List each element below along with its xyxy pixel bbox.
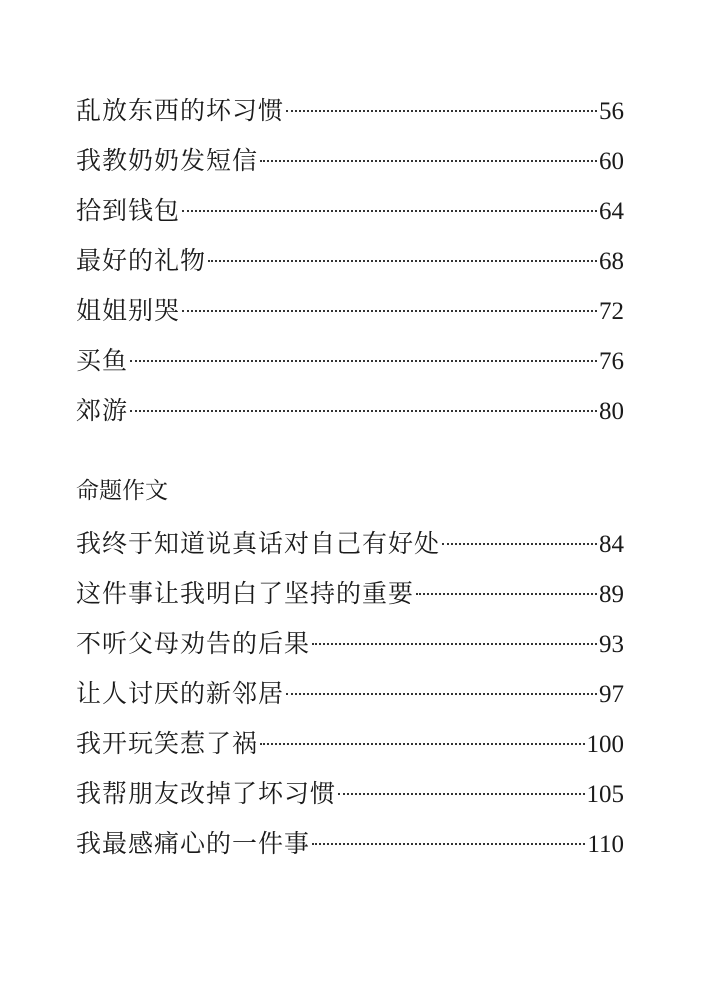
toc-entry[interactable] (76, 91, 624, 141)
toc-entry-page: 105 (586, 781, 624, 808)
dot-leader (130, 360, 597, 362)
dot-leader (130, 410, 597, 412)
toc-entry-page: 68 (599, 248, 624, 275)
toc-entry[interactable] (76, 774, 624, 824)
toc-entry-title: 姐姐别哭 (76, 296, 181, 325)
dot-leader (286, 693, 597, 695)
toc-entry-title: 我帮朋友改掉了坏习惯 (76, 779, 337, 808)
toc-entry-title: 最好的礼物 (76, 246, 207, 275)
dot-leader (208, 260, 597, 262)
dot-leader (182, 310, 597, 312)
toc-entry-page: 80 (599, 398, 624, 425)
toc-entry[interactable] (76, 674, 624, 724)
toc-entry[interactable] (76, 574, 624, 624)
toc-entry-page: 60 (599, 148, 624, 175)
toc-entry-title: 我最感痛心的一件事 (76, 829, 311, 858)
toc-entry-page: 76 (599, 348, 624, 375)
toc-entry[interactable] (76, 291, 624, 341)
toc-entry[interactable] (76, 191, 624, 241)
toc-entry[interactable] (76, 391, 624, 441)
toc-entry-title: 乱放东西的坏习惯 (76, 96, 285, 125)
dot-leader (260, 160, 597, 162)
toc-entry-page: 110 (587, 831, 624, 858)
toc-entry-page: 93 (599, 631, 624, 658)
toc-entry-title: 让人讨厌的新邻居 (76, 679, 285, 708)
toc-entry[interactable] (76, 624, 624, 674)
toc-entry-page: 89 (599, 581, 624, 608)
table-of-contents (76, 91, 624, 874)
toc-entry-title: 我终于知道说真话对自己有好处 (76, 529, 441, 558)
toc-entry-page: 100 (586, 731, 624, 758)
toc-entry-page: 84 (599, 531, 624, 558)
toc-entry[interactable] (76, 141, 624, 191)
dot-leader (286, 110, 597, 112)
toc-entry-page: 97 (599, 681, 624, 708)
dot-leader (338, 793, 584, 795)
toc-entry-title: 郊游 (76, 396, 129, 425)
toc-entry[interactable] (76, 724, 624, 774)
dot-leader (312, 643, 597, 645)
dot-leader (442, 543, 597, 545)
toc-entry-title: 不听父母劝告的后果 (76, 629, 311, 658)
toc-entry-title: 我开玩笑惹了祸 (76, 729, 259, 758)
dot-leader (260, 743, 584, 745)
toc-entry-title: 我教奶奶发短信 (76, 146, 259, 175)
dot-leader (312, 843, 585, 845)
toc-entry[interactable] (76, 241, 624, 291)
dot-leader (182, 210, 597, 212)
toc-entry-title: 买鱼 (76, 346, 129, 375)
toc-entry[interactable] (76, 824, 624, 874)
section-spacer (76, 441, 624, 472)
toc-entry-page: 56 (599, 98, 624, 125)
dot-leader (416, 593, 597, 595)
toc-entry-page: 72 (599, 298, 624, 325)
toc-entry[interactable] (76, 524, 624, 574)
toc-entry-title: 这件事让我明白了坚持的重要 (76, 579, 415, 608)
section-heading: 命题作文 (76, 478, 168, 504)
toc-entry[interactable] (76, 341, 624, 391)
toc-entry-title: 拾到钱包 (76, 196, 181, 225)
toc-entry-page: 64 (599, 198, 624, 225)
